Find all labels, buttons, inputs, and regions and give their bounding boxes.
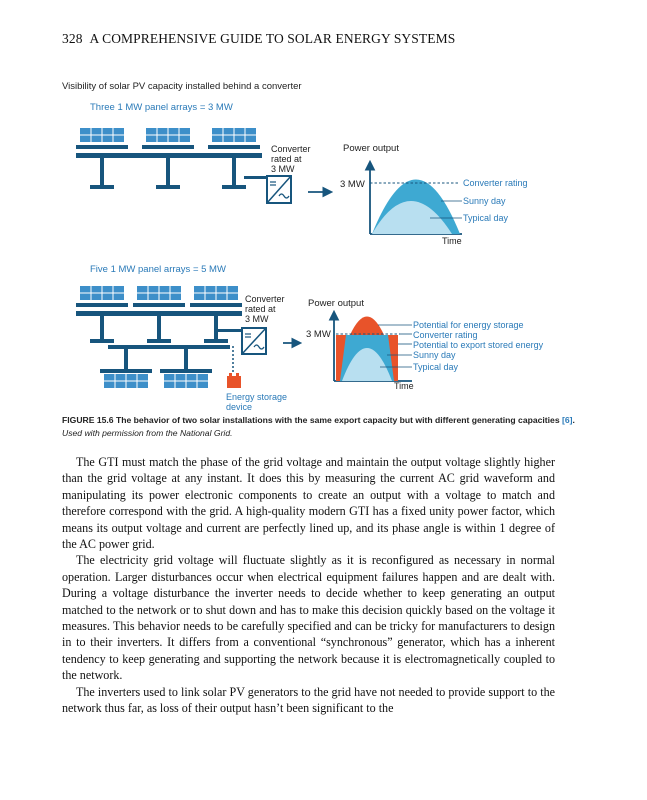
page-number: 328	[62, 31, 83, 46]
top-legend-typical-day: Typical day	[463, 213, 509, 223]
bottom-legend-typical-day: Typical day	[413, 362, 459, 372]
top-converter-label: Converter rated at 3 MW	[271, 144, 311, 174]
caption-text: The behavior of two solar installations with the same export capacity but with different generating capacities	[115, 415, 560, 425]
bottom-panel-array-3	[194, 286, 238, 300]
paragraph-3: The inverters used to link solar PV generators to the grid have not needed to provide support to the network thus far, as loss of their output hasn’t been significant to the	[62, 684, 555, 716]
energy-storage-icon	[227, 373, 241, 388]
top-panel-array-1	[80, 128, 124, 142]
top-legend-converter-rating: Converter rating	[463, 178, 528, 188]
paragraph-1: The GTI must match the phase of the grid voltage and maintain the output voltage slightly higher than the grid voltage at any instant. It does this by measuring the current AC grid waveform and manipulating its power electronic components to create an output with a voltage to match and therefore correspond with the grid. A high-quality modern GTI has a fixed unity power factor, which means its output voltage and current are perfectly lined up, and its phase angle is within 1 degree of the AC power grid.	[62, 455, 555, 552]
caption-reference-link[interactable]: [6]	[562, 415, 573, 425]
top-panel-array-2	[146, 128, 190, 142]
bottom-panel-array-1	[80, 286, 124, 300]
top-time-label: Time	[442, 236, 462, 246]
top-arrays-label: Three 1 MW panel arrays = 3 MW	[90, 102, 233, 113]
bottom-legend-sunny-day: Sunny day	[413, 350, 456, 360]
top-power-output-label: Power output	[343, 143, 399, 154]
bottom-wiring	[76, 303, 242, 373]
bottom-converter-icon	[242, 328, 266, 354]
running-title: A COMPREHENSIVE GUIDE TO SOLAR ENERGY SYSTEMS	[89, 31, 456, 46]
figure-caption: FIGURE 15.6 The behavior of two solar installations with the same export capacity but with different generating capacities [6]. Used with permission from the National Grid.	[62, 415, 575, 438]
bottom-storage-peak	[350, 317, 384, 336]
bottom-panel-array-4	[104, 374, 148, 388]
bottom-y-level-label: 3 MW	[306, 329, 331, 340]
top-wiring	[76, 153, 267, 189]
bottom-converter-label: Converter rated at 3 MW	[245, 294, 285, 324]
top-converter-icon	[267, 176, 291, 203]
top-y-level-label: 3 MW	[340, 179, 365, 190]
energy-storage-label: Energy storage device	[226, 392, 288, 412]
bottom-legend-storage-potential: Potential for energy storage	[413, 320, 524, 330]
bottom-arrays-label: Five 1 MW panel arrays = 5 MW	[90, 264, 226, 275]
bottom-legend-export-stored: Potential to export stored energy	[413, 340, 544, 350]
bottom-time-label: Time	[394, 381, 414, 391]
caption-label: FIGURE 15.6	[62, 415, 114, 425]
bottom-power-output-label: Power output	[308, 298, 364, 309]
top-legend-sunny-day: Sunny day	[463, 196, 506, 206]
bottom-legend-converter-rating: Converter rating	[413, 330, 478, 340]
top-panel-stands	[76, 145, 260, 149]
paragraph-2: The electricity grid voltage will fluctuate slightly as it is reconfigured as necessary in normal operation. Larger disturbances occur when electrical equipment failures happen and are dealt with. During a voltage disturbance the inverter needs to decide whether to keep generating an output matched to the network or to shut down and has to make this decision quickly based on the voltage it measures. This behavior needs to be carefully specified and can be tricky for manufacturers to design in to their inverters. It differs from a conventional “synchronous” generator, which has a inherent tendency to keep generating and supporting the network because it is electromagnetically coupled to the network.	[62, 553, 555, 683]
body-text	[62, 454, 555, 717]
top-panel-array-3	[212, 128, 256, 142]
caption-credit: Used with permission from the National Grid.	[62, 427, 233, 438]
figure-title: Visibility of solar PV capacity installed behind a converter	[62, 81, 302, 92]
bottom-panel-array-2	[137, 286, 181, 300]
bottom-panel-array-5	[164, 374, 208, 388]
